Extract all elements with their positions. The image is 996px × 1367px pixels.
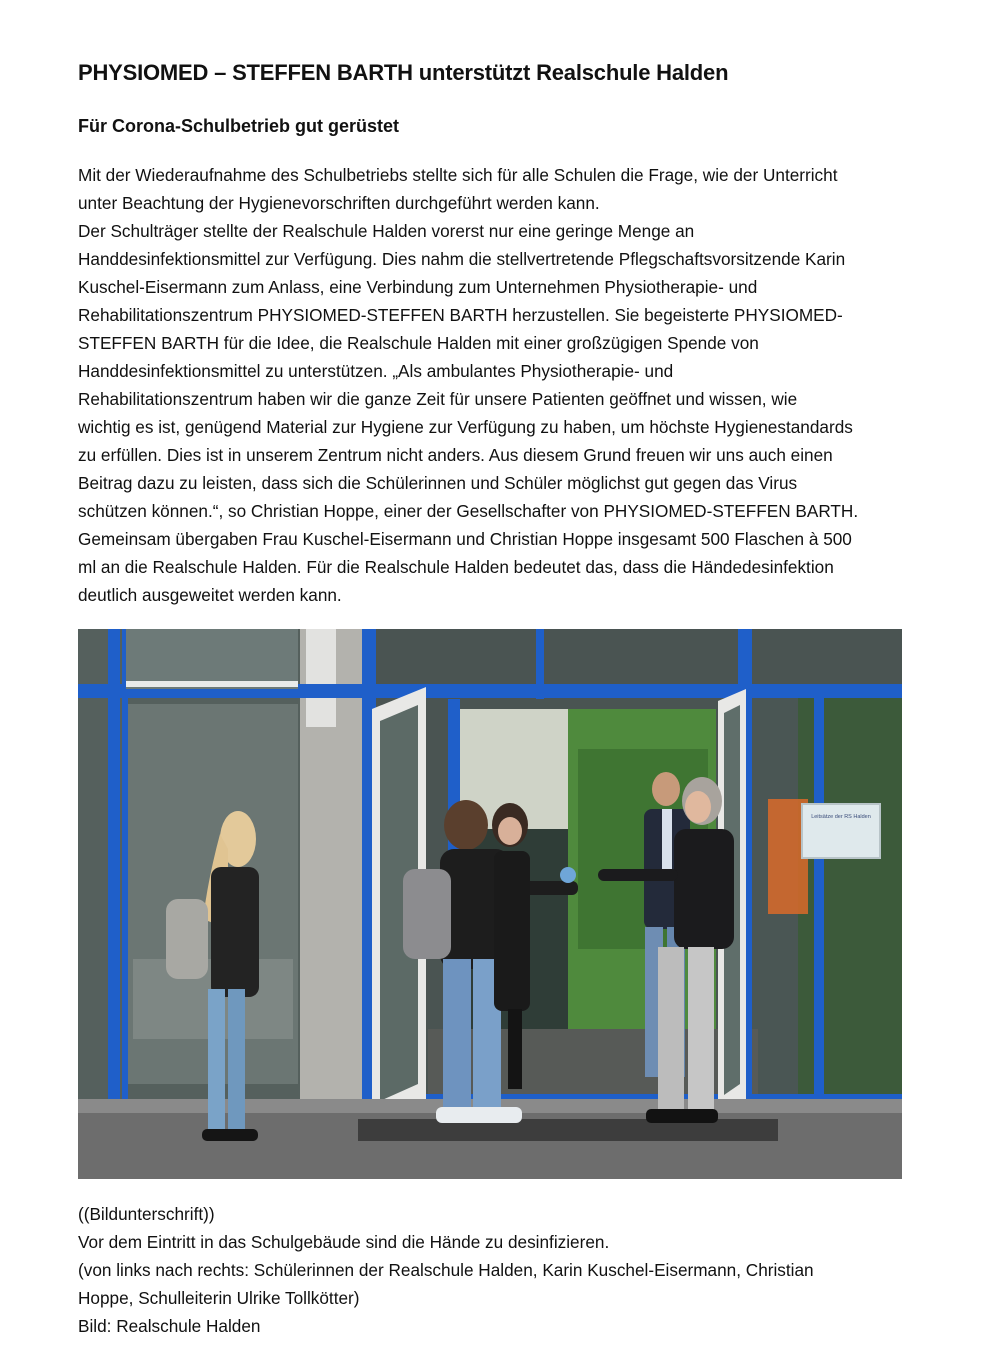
body-line: schützen können.“, so Christian Hoppe, einer der Gesellschafter von PHYSIOMED-STEFFEN BARTH. [78, 501, 859, 521]
sanitizer-bottle [560, 867, 576, 883]
article-subtitle: Für Corona-Schulbetrieb gut gerüstet [78, 116, 400, 136]
body-line: Kuschel-Eisermann zum Anlass, eine Verbindung zum Unternehmen Physiotherapie- und [78, 277, 758, 297]
caption-line: (von links nach rechts: Schülerinnen der Realschule Halden, Karin Kuschel-Eisermann, Christian [78, 1260, 814, 1280]
caption-line: Hoppe, Schulleiterin Ulrike Tollkötter) [78, 1288, 360, 1308]
article-photo [78, 629, 902, 1179]
body-line: deutlich ausgeweitet werden kann. [78, 585, 342, 605]
body-line: Gemeinsam übergaben Frau Kuschel-Eisermann und Christian Hoppe insgesamt 500 Flaschen à 500 [78, 529, 852, 549]
caption-line: Vor dem Eintritt in das Schulgebäude sind die Hände zu desinfizieren. [78, 1232, 610, 1252]
school-entrance-photo [78, 629, 902, 1179]
body-line: zu erfüllen. Dies ist in unserem Zentrum nicht anders. Aus diesem Grund freuen wir uns auch einen [78, 445, 833, 465]
body-line: STEFFEN BARTH für die Idee, die Realschule Halden mit einer großzügigen Spende von [78, 333, 759, 353]
notice-sign [802, 804, 880, 858]
body-line: Beitrag dazu zu leisten, dass sich die Schülerinnen und Schüler möglichst gut gegen das Virus [78, 473, 798, 493]
caption-line: ((Bildunterschrift)) [78, 1204, 215, 1224]
body-line: ml an die Realschule Halden. Für die Realschule Halden bedeutet das, dass die Händedesinfektion [78, 557, 834, 577]
body-line: Handdesinfektionsmittel zu unterstützen. „Als ambulantes Physiotherapie- und [78, 361, 674, 381]
body-line: Rehabilitationszentrum PHYSIOMED-STEFFEN BARTH herzustellen. Sie begeisterte PHYSIOMED- [78, 305, 843, 325]
caption-line: Bild: Realschule Halden [78, 1316, 261, 1336]
body-line: Rehabilitationszentrum haben wir die ganze Zeit für unsere Patienten geöffnet und wissen, wie [78, 389, 798, 409]
body-line: Handdesinfektionsmittel zur Verfügung. Dies nahm die stellvertretende Pflegschaftsvorsitzende Karin [78, 249, 846, 269]
photo-caption [78, 1200, 904, 1340]
body-line: Der Schulträger stellte der Realschule Halden vorerst nur eine geringe Menge an [78, 221, 695, 241]
body-line: Mit der Wiederaufnahme des Schulbetriebs stellte sich für alle Schulen die Frage, wie der Unterricht [78, 165, 838, 185]
notice-sign-text: Leitsätze der RS Halden [811, 814, 871, 820]
body-line: unter Beachtung der Hygienevorschriften durchgeführt werden kann. [78, 193, 600, 213]
body-line: wichtig es ist, genügend Material zur Hygiene zur Verfügung zu haben, um höchste Hygienestandards [78, 417, 853, 437]
article-body [78, 161, 904, 609]
article-title: PHYSIOMED – STEFFEN BARTH unterstützt Realschule Halden [78, 60, 729, 85]
